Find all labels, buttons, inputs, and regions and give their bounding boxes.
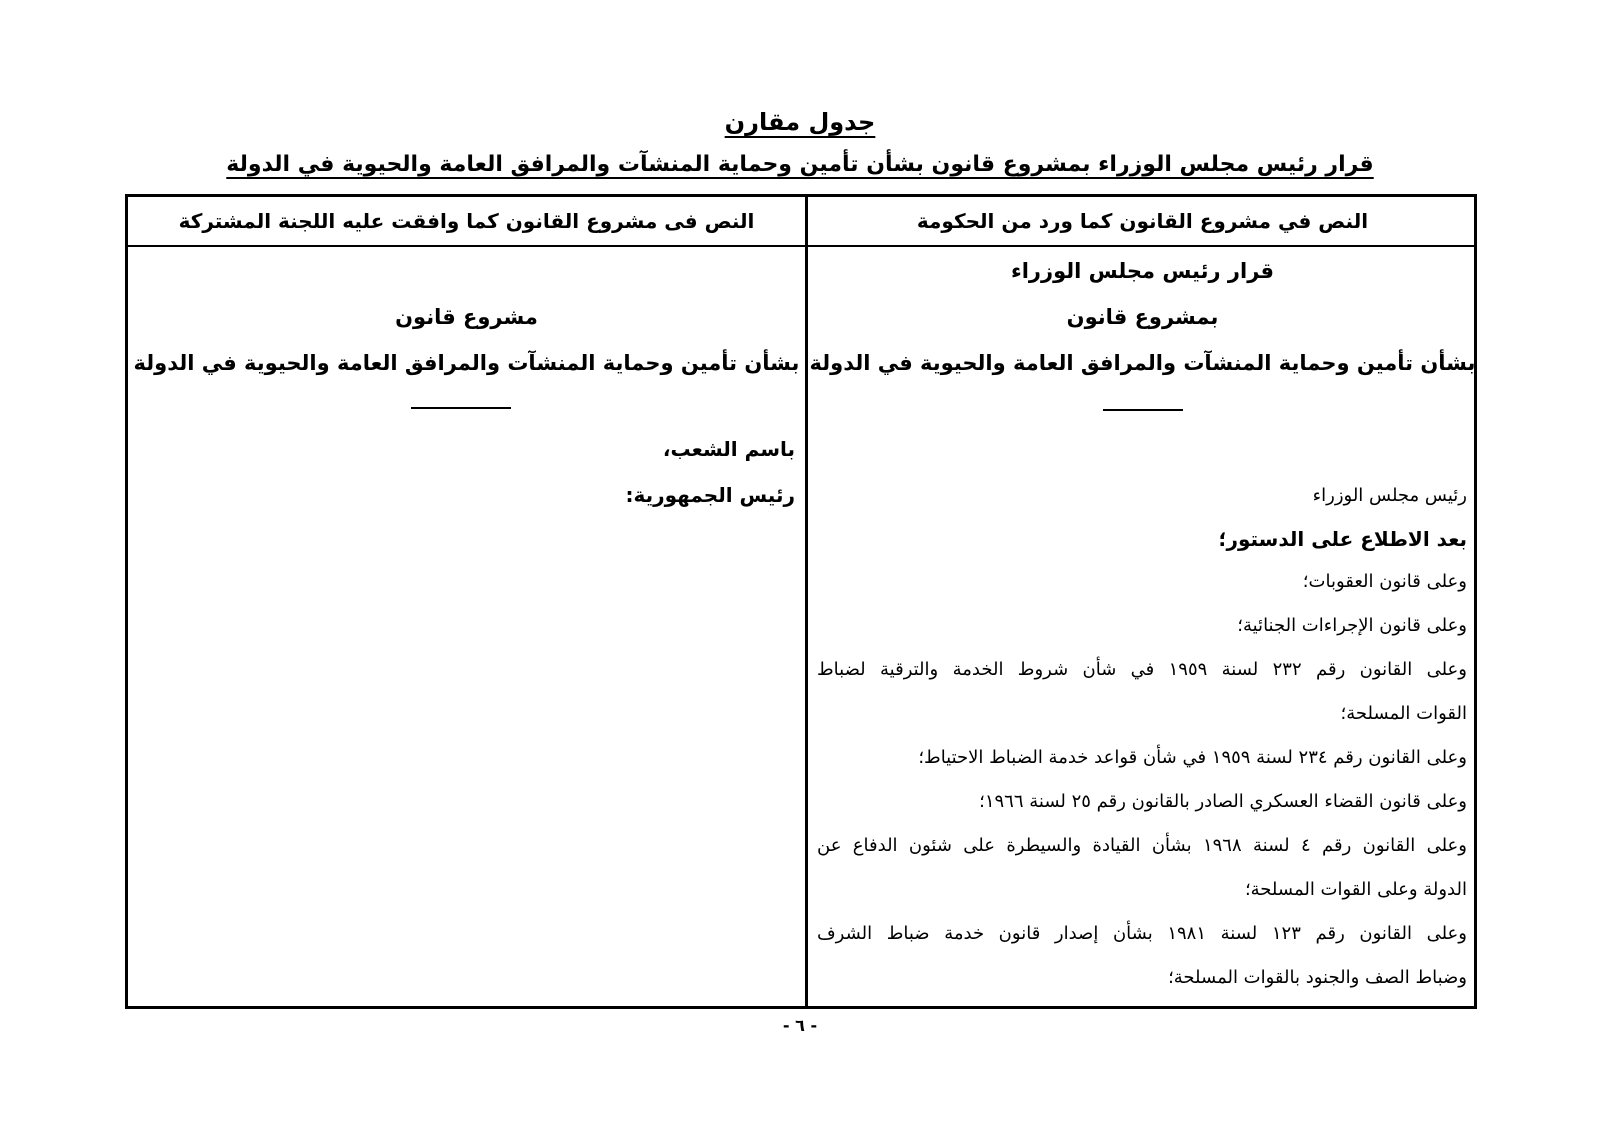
gov-line-2: بعد الاطلاع على الدستور؛	[1218, 527, 1467, 551]
gov-line-12: وضباط الصف والجنود بالقوات المسلحة؛	[1168, 967, 1467, 988]
gov-line-4: وعلى قانون الإجراءات الجنائية؛	[1237, 615, 1467, 636]
government-column	[808, 247, 1477, 1006]
gov-line-10: الدولة وعلى القوات المسلحة؛	[1244, 879, 1467, 900]
gov-line-7: وعلى القانون رقم ٢٣٤ لسنة ١٩٥٩ في شأن قواعد خدمة الضباط الاحتياط؛	[918, 747, 1467, 768]
committee-line-2: رئيس الجمهورية:	[625, 483, 795, 507]
header-government-text: النص في مشروع القانون كما ورد من الحكومة	[916, 209, 1369, 233]
table-header-row	[128, 197, 1474, 247]
gov-line-5: وعلى القانون رقم ٢٣٢ لسنة ١٩٥٩ في شأن شروط الخدمة والترقية لضباط	[817, 659, 1467, 680]
comparison-table	[125, 194, 1477, 1009]
gov-line-8: وعلى قانون القضاء العسكري الصادر بالقانون رقم ٢٥ لسنة ١٩٦٦؛	[979, 791, 1467, 812]
gov-separator-rule	[1103, 409, 1183, 411]
committee-column	[128, 247, 805, 1006]
gov-line-6: القوات المسلحة؛	[1340, 703, 1467, 724]
gov-heading-draft-law: بمشروع قانون	[1066, 305, 1219, 329]
gov-line-11: وعلى القانون رقم ١٢٣ لسنة ١٩٨١ بشأن إصدار قانون خدمة ضباط الشرف	[817, 923, 1467, 944]
page-number: - ٦ -	[782, 1016, 818, 1035]
committee-heading-subject: بشأن تأمين وحماية المنشآت والمرافق العامة والحيوية في الدولة	[133, 351, 800, 375]
gov-line-1: رئيس مجلس الوزراء	[1312, 485, 1467, 506]
gov-line-3: وعلى قانون العقوبات؛	[1302, 571, 1467, 592]
document-title: جدول مقارن	[724, 108, 876, 136]
gov-heading-decree: قرار رئيس مجلس الوزراء	[1010, 259, 1275, 283]
gov-line-9: وعلى القانون رقم ٤ لسنة ١٩٦٨ بشأن القيادة والسيطرة على شئون الدفاع عن	[817, 835, 1467, 856]
document-subtitle: قرار رئيس مجلس الوزراء بمشروع قانون بشأن تأمين وحماية المنشآت والمرافق العامة والحيوية في الدولة	[226, 152, 1374, 177]
committee-heading-draft-law: مشروع قانون	[395, 305, 538, 329]
header-committee-text: النص فى مشروع القانون كما وافقت عليه اللجنة المشتركة	[178, 209, 755, 233]
committee-separator-rule	[411, 407, 511, 409]
committee-line-1: باسم الشعب،	[662, 437, 795, 461]
gov-heading-subject: بشأن تأمين وحماية المنشآت والمرافق العامة والحيوية في الدولة	[809, 351, 1476, 375]
